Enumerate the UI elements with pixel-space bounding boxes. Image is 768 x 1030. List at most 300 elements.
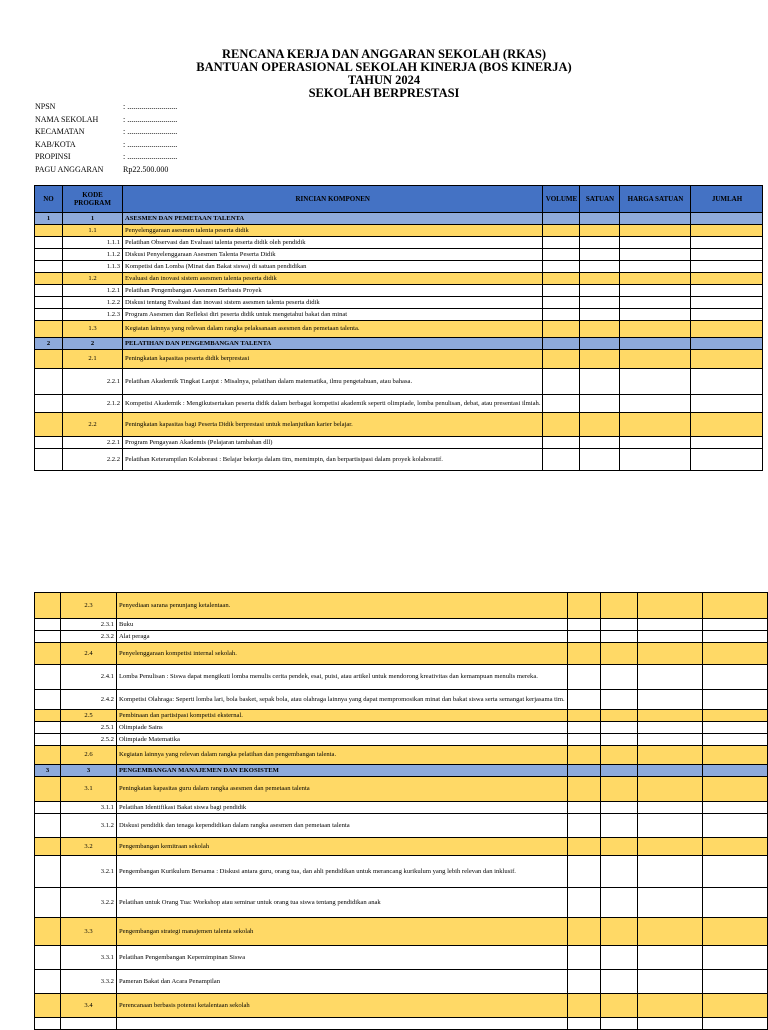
header-kode-program: KODE PROGRAM (63, 186, 123, 213)
cell-rincian: PELATIHAN DAN PENGEMBANGAN TALENTA (123, 338, 543, 350)
cell-volume (543, 350, 580, 369)
cell-jumlah (691, 249, 763, 261)
cell-jumlah (702, 888, 767, 918)
cell-kode-program: 2.4.1 (61, 665, 117, 690)
cell-harga-satuan (638, 643, 703, 665)
cell-kode-program: 1.3 (63, 321, 123, 338)
cell-rincian: Kegiatan lainnya yang relevan dalam rangka pelatihan dan pengembangan talenta. (116, 746, 567, 765)
cell-satuan (601, 994, 638, 1018)
table-row (35, 631, 768, 643)
cell-volume (567, 722, 601, 734)
header-satuan: SATUAN (580, 186, 620, 213)
cell-jumlah (691, 261, 763, 273)
table-row (35, 237, 763, 249)
cell-rincian: Pelatihan untuk Orang Tua: Workshop atau seminar untuk orang tua siswa tentang pendidikan anak (116, 888, 567, 918)
header-rincian-komponen: RINCIAN KOMPONEN (123, 186, 543, 213)
table-row (35, 213, 763, 225)
cell-satuan (601, 838, 638, 856)
cell-volume (543, 297, 580, 309)
cell-rincian: Peningkatan kapasitas guru dalam rangka asesmen dan pemetaan talenta (116, 777, 567, 802)
table-row (35, 309, 763, 321)
cell-jumlah (702, 722, 767, 734)
meta-value: : ......................... (123, 127, 178, 137)
cell-satuan (580, 285, 620, 297)
table-row (35, 838, 768, 856)
cell-kode-program: 2.3.2 (61, 631, 117, 643)
cell-satuan (601, 722, 638, 734)
cell-rincian: Program Pengayaan Akademis (Pelajaran tambahan dll) (123, 437, 543, 449)
cell-harga-satuan (638, 665, 703, 690)
cell-no (35, 722, 61, 734)
cell-no (35, 814, 61, 838)
cell-harga-satuan (620, 273, 691, 285)
cell-no (35, 309, 63, 321)
meta-value: Rp22.500.000 (123, 164, 169, 174)
cell-jumlah (702, 619, 767, 631)
cell-kode-program: 3.3 (61, 918, 117, 946)
cell-jumlah (702, 746, 767, 765)
table-row (35, 350, 763, 369)
cell-harga-satuan (638, 593, 703, 619)
cell-harga-satuan (638, 994, 703, 1018)
cell-kode-program: 2.1 (63, 350, 123, 369)
cell-rincian: Pelatihan Observasi dan Evaluasi talenta peserta didik oleh pendidik (123, 237, 543, 249)
meta-row-kecamatan (35, 126, 177, 139)
cell-rincian: Pelatihan Pengembangan Kepemimpinan Siswa (116, 946, 567, 970)
table-row (35, 321, 763, 338)
table-row (35, 734, 768, 746)
cell-satuan (580, 413, 620, 437)
cell-satuan (601, 856, 638, 888)
table-row (35, 437, 763, 449)
cell-jumlah (691, 350, 763, 369)
cell-volume (567, 994, 601, 1018)
table-row (35, 856, 768, 888)
cell-harga-satuan (620, 321, 691, 338)
cell-rincian: Olimpiade Matematika (116, 734, 567, 746)
cell-harga-satuan (620, 237, 691, 249)
table-row (35, 449, 763, 471)
cell-volume (567, 619, 601, 631)
cell-harga-satuan (638, 690, 703, 710)
header-harga-satuan: HARGA SATUAN (620, 186, 691, 213)
cell-jumlah (702, 734, 767, 746)
cell-harga-satuan (638, 734, 703, 746)
cell-jumlah (691, 309, 763, 321)
cell-kode-program: 2.2.2 (63, 449, 123, 471)
cell-rincian: Pameran Bakat dan Acara Penampilan (116, 970, 567, 994)
cell-kode-program: 3.1.2 (61, 814, 117, 838)
meta-row-nama-sekolah (35, 114, 177, 127)
cell-kode-program: 2.5.1 (61, 722, 117, 734)
cell-kode-program: 3 (61, 765, 117, 777)
cell-satuan (580, 297, 620, 309)
cell-jumlah (702, 946, 767, 970)
cell-jumlah (702, 814, 767, 838)
cell-volume (543, 449, 580, 471)
doc-title-line4: SEKOLAH BERPRESTASI (308, 86, 460, 100)
cell-jumlah (702, 710, 767, 722)
cell-harga-satuan (638, 802, 703, 814)
cell-volume (543, 249, 580, 261)
cell-no (35, 777, 61, 802)
cell-rincian: Kompetisi Akademik : Mengikutsertakan peserta didik dalam berbagai kompetisi akademik seperti olimpiade, lomba penulisan, debat, atau presentasi ilmiah. (123, 395, 543, 413)
cell-no (35, 619, 61, 631)
cell-rincian: Kegiatan lainnya yang relevan dalam rangka pelaksanaan asesmen dan pemetaan talenta. (123, 321, 543, 338)
cell-satuan (601, 619, 638, 631)
cell-no (35, 321, 63, 338)
table-row (35, 261, 763, 273)
table-row (35, 593, 768, 619)
cell-satuan (601, 746, 638, 765)
cell-satuan (601, 814, 638, 838)
table-row (35, 643, 768, 665)
cell-kode-program: 1.1.3 (63, 261, 123, 273)
cell-kode-program: 2.2.1 (63, 437, 123, 449)
cell-rincian: PENGEMBANGAN MANAJEMEN DAN EKOSISTEM (116, 765, 567, 777)
meta-value: : ......................... (123, 102, 178, 111)
cell-satuan (580, 261, 620, 273)
cell-jumlah (702, 777, 767, 802)
cell-rincian: Lomba Penulisan : Siswa dapat mengikuti lomba menulis cerita pendek, esai, puisi, atau artikel untuk mendorong kreativitas dan kemampuan menulis mereka. (116, 665, 567, 690)
cell-jumlah (691, 338, 763, 350)
cell-volume (567, 946, 601, 970)
cell-satuan (580, 309, 620, 321)
cell-rincian: Pengembangan Kurikulum Bersama : Diskusi antara guru, orang tua, dan ahli pendidikan untuk merancang kurikulum yang lebih relevan dan inklusif. (116, 856, 567, 888)
cell-harga-satuan (620, 285, 691, 297)
cell-rincian: Pembinaan dan partisipasi kompetisi eksternal. (116, 710, 567, 722)
cell-volume (543, 261, 580, 273)
cell-no (35, 273, 63, 285)
cell-volume (543, 309, 580, 321)
cell-rincian: Diskusi Penyelenggaraan Asesmen Talenta Peserta Didik (123, 249, 543, 261)
cell-volume (543, 338, 580, 350)
cell-harga-satuan (620, 437, 691, 449)
cell-rincian: Olimpiade Sains (116, 722, 567, 734)
cell-harga-satuan (620, 369, 691, 395)
cell-kode-program: 2.6 (61, 746, 117, 765)
cell-kode-program: 1.1 (63, 225, 123, 237)
cell-jumlah (702, 994, 767, 1018)
cell-satuan (580, 338, 620, 350)
cell-jumlah (691, 437, 763, 449)
cell-no (35, 285, 63, 297)
cell-harga-satuan (638, 918, 703, 946)
cell-no (35, 297, 63, 309)
cell-no (35, 643, 61, 665)
cell-volume (567, 802, 601, 814)
cell-jumlah (702, 802, 767, 814)
cell-no (35, 710, 61, 722)
table-row (35, 777, 768, 802)
cell-volume (567, 643, 601, 665)
cell-volume (567, 888, 601, 918)
cell-jumlah (702, 643, 767, 665)
table-row (35, 690, 768, 710)
meta-value: : ......................... (123, 139, 178, 149)
cell-jumlah (691, 395, 763, 413)
cell-satuan (580, 437, 620, 449)
cell-no (35, 746, 61, 765)
meta-label: NPSN (35, 102, 56, 111)
cell-volume (543, 437, 580, 449)
cell-harga-satuan (620, 297, 691, 309)
cell-rincian: Kompetisi dan Lomba (Minat dan Bakat siswa) di satuan pendidikan (123, 261, 543, 273)
cell-satuan (580, 321, 620, 338)
cell-no (35, 802, 61, 814)
cell-kode-program: 1.2 (63, 273, 123, 285)
cell-jumlah (702, 631, 767, 643)
cell-rincian: Peningkatan kapasitas peserta didik berprestasi (123, 350, 543, 369)
cell-jumlah (702, 593, 767, 619)
cell-harga-satuan (620, 449, 691, 471)
cell-kode-program: 3.4 (61, 994, 117, 1018)
cell-kode-program: 2.2 (63, 413, 123, 437)
cell-jumlah (702, 918, 767, 946)
header-volume: VOLUME (543, 186, 580, 213)
cell-jumlah (691, 413, 763, 437)
cell-satuan (601, 643, 638, 665)
cell-satuan (601, 765, 638, 777)
cell-kode-program: 2.5 (61, 710, 117, 722)
table-row (35, 338, 763, 350)
cell-jumlah (691, 225, 763, 237)
cell-harga-satuan (620, 213, 691, 225)
meta-label: KECAMATAN (35, 127, 85, 137)
cell-harga-satuan (638, 970, 703, 994)
table-row (35, 722, 768, 734)
cell-rincian: Pengembangan kemitraan sekolah (116, 838, 567, 856)
cell-harga-satuan (638, 838, 703, 856)
cell-volume (543, 213, 580, 225)
table-row (35, 665, 768, 690)
table-row (35, 395, 763, 413)
table-row (35, 273, 763, 285)
cell-harga-satuan (638, 619, 703, 631)
cell-jumlah (702, 838, 767, 856)
cell-rincian: Kompetisi Olahraga: Seperti lomba lari, bola basket, sepak bola, atau olahraga lainnya yang dapat mempromosikan minat dan bakat siswa serta semangat kerjasama tim. (116, 690, 567, 710)
cell-harga-satuan (638, 946, 703, 970)
cell-no (35, 395, 63, 413)
cell-no (35, 690, 61, 710)
cell-harga-satuan (620, 338, 691, 350)
cell-no (35, 970, 61, 994)
cell-no (35, 918, 61, 946)
cell-harga-satuan (620, 350, 691, 369)
cell-satuan (580, 237, 620, 249)
cell-kode-program: 1.1.2 (63, 249, 123, 261)
cell-jumlah (691, 449, 763, 471)
meta-row-npsn (35, 101, 177, 114)
cell-rincian: Penyelenggaraan asesmen talenta peserta didik (123, 225, 543, 237)
cell-kode-program: 1.2.1 (63, 285, 123, 297)
cell-volume (567, 746, 601, 765)
cell-jumlah (702, 690, 767, 710)
cell-no (35, 261, 63, 273)
cell-volume (567, 690, 601, 710)
cell-volume (567, 814, 601, 838)
cell-jumlah (691, 285, 763, 297)
cell-no (35, 369, 63, 395)
doc-title-line1: RENCANA KERJA DAN ANGGARAN SEKOLAH (RKAS) (222, 47, 546, 61)
table-row (35, 888, 768, 918)
meta-value: : ......................... (123, 114, 178, 124)
cell-rincian: Pelatihan Pengembangan Asesmen Berbasis Proyek (123, 285, 543, 297)
cell-jumlah (702, 970, 767, 994)
cell-no (35, 225, 63, 237)
cell-harga-satuan (638, 746, 703, 765)
cell-rincian: Penyediaan sarana penunjang ketalentaan. (116, 593, 567, 619)
cell-satuan (580, 225, 620, 237)
cell-harga-satuan (620, 413, 691, 437)
cell-jumlah (702, 665, 767, 690)
cell-kode-program: 3.1 (61, 777, 117, 802)
cell-kode-program: 3.2 (61, 838, 117, 856)
cell-satuan (601, 970, 638, 994)
cell-no (35, 994, 61, 1018)
cell-volume (567, 631, 601, 643)
table-row (35, 297, 763, 309)
cell-satuan (580, 369, 620, 395)
cell-rincian: Evaluasi dan inovasi sistem asesmen talenta peserta didik (123, 273, 543, 285)
cell-volume (567, 970, 601, 994)
doc-title-line3: TAHUN 2024 (347, 73, 421, 87)
meta-label: KAB/KOTA (35, 139, 76, 149)
cell-volume (567, 710, 601, 722)
cell-no (35, 249, 63, 261)
cell-jumlah (691, 237, 763, 249)
cell-rincian: Peningkatan kapasitas bagi Peserta Didik berprestasi untuk melanjutkan karier belajar. (123, 413, 543, 437)
cell-volume (543, 237, 580, 249)
header-no: NO (35, 186, 63, 213)
cell-rincian: Buku (116, 619, 567, 631)
table-row (35, 814, 768, 838)
meta-value: : ......................... (123, 152, 178, 162)
table-row (35, 994, 768, 1018)
meta-label: PROPINSI (35, 152, 71, 162)
cell-kode-program: 2.4.2 (61, 690, 117, 710)
meta-row-kab-kota (35, 139, 177, 152)
cell-harga-satuan (620, 249, 691, 261)
cell-no (35, 631, 61, 643)
cell-harga-satuan (620, 395, 691, 413)
table-row (35, 765, 768, 777)
cell-rincian: Pelatihan Akademik Tingkat Lanjut : Misalnya, pelatihan dalam matematika, ilmu pengetahuan, atau bahasa. (123, 369, 543, 395)
cell-harga-satuan (638, 856, 703, 888)
cell-volume (543, 395, 580, 413)
table-row (35, 710, 768, 722)
cell-no (35, 413, 63, 437)
table-row (35, 285, 763, 297)
cell-jumlah (691, 297, 763, 309)
school-info (35, 101, 177, 177)
cell-no (35, 350, 63, 369)
cell-kode-program: 2.3.1 (61, 619, 117, 631)
cell-satuan (601, 690, 638, 710)
cell-satuan (580, 273, 620, 285)
cell-kode-program: 2.2.1 (63, 369, 123, 395)
cell-harga-satuan (638, 710, 703, 722)
cell-volume (567, 777, 601, 802)
cell-volume (543, 369, 580, 395)
cell-jumlah (691, 369, 763, 395)
cell-kode-program: 3.2.2 (61, 888, 117, 918)
table-row (35, 802, 768, 814)
cell-harga-satuan (638, 777, 703, 802)
cell-satuan (580, 350, 620, 369)
cell-kode-program: 2 (63, 338, 123, 350)
cell-no: 2 (35, 338, 63, 350)
rkas-table-page2 (34, 592, 768, 1030)
cell-kode-program: 2.5.2 (61, 734, 117, 746)
cell-satuan (580, 213, 620, 225)
cell-rincian: Diskusi pendidik dan tenaga kependidikan dalam rangka asesmen dan pemetaan talenta (116, 814, 567, 838)
cell-rincian: Pelatihan Keterampilan Kolaborasi : Belajar bekerja dalam tim, memimpin, dan berpartisipasi dalam proyek kolaboratif. (123, 449, 543, 471)
cell-volume (543, 273, 580, 285)
cell-no (35, 665, 61, 690)
cell-kode-program: 1.1.1 (63, 237, 123, 249)
cell-rincian: Pengembangan strategi manajemen talenta sekolah (116, 918, 567, 946)
cell-satuan (580, 249, 620, 261)
table-row (35, 746, 768, 765)
cell-harga-satuan (638, 722, 703, 734)
table-row (35, 225, 763, 237)
cell-satuan (601, 710, 638, 722)
cell-rincian: ASESMEN DAN PEMETAAN TALENTA (123, 213, 543, 225)
cell-harga-satuan (638, 631, 703, 643)
meta-row-pagu-anggaran (35, 164, 177, 177)
cell-jumlah (702, 856, 767, 888)
cell-no: 3 (35, 765, 61, 777)
cell-volume (567, 838, 601, 856)
cell-satuan (601, 734, 638, 746)
cell-satuan (601, 802, 638, 814)
cell-harga-satuan (620, 225, 691, 237)
cell-jumlah (691, 273, 763, 285)
table-row (35, 369, 763, 395)
cell-rincian: Program Asesmen dan Refleksi diri peserta didik untuk mengetahui bakat dan minat (123, 309, 543, 321)
cell-no (35, 237, 63, 249)
table-row (35, 413, 763, 437)
cell-rincian: Alat peraga (116, 631, 567, 643)
table-header-row (35, 186, 763, 213)
cell-rincian: Pelatihan Identifikasi Bakat siswa bagi pendidik (116, 802, 567, 814)
cell-satuan (580, 395, 620, 413)
cell-no (35, 734, 61, 746)
header-jumlah: JUMLAH (691, 186, 763, 213)
cell-kode-program: 1.2.3 (63, 309, 123, 321)
cell-kode-program: 2.1.2 (63, 395, 123, 413)
cell-no (35, 946, 61, 970)
cell-harga-satuan (620, 261, 691, 273)
cell-satuan (601, 665, 638, 690)
cell-satuan (601, 888, 638, 918)
cell-volume (567, 856, 601, 888)
cell-volume (567, 918, 601, 946)
cell-rincian: Perencanaan berbasis potensi ketalentaan sekolah (116, 994, 567, 1018)
meta-row-propinsi (35, 151, 177, 164)
cell-jumlah (691, 321, 763, 338)
cell-volume (543, 321, 580, 338)
cell-no (35, 838, 61, 856)
meta-label: PAGU ANGGARAN (35, 164, 104, 174)
cell-volume (567, 593, 601, 619)
cell-volume (543, 413, 580, 437)
cell-no: 1 (35, 213, 63, 225)
rkas-table-page1 (34, 185, 763, 471)
cell-volume (543, 285, 580, 297)
cell-rincian: Diskusi tentang Evaluasi dan inovasi sistem asesmen talenta peserta didik (123, 297, 543, 309)
